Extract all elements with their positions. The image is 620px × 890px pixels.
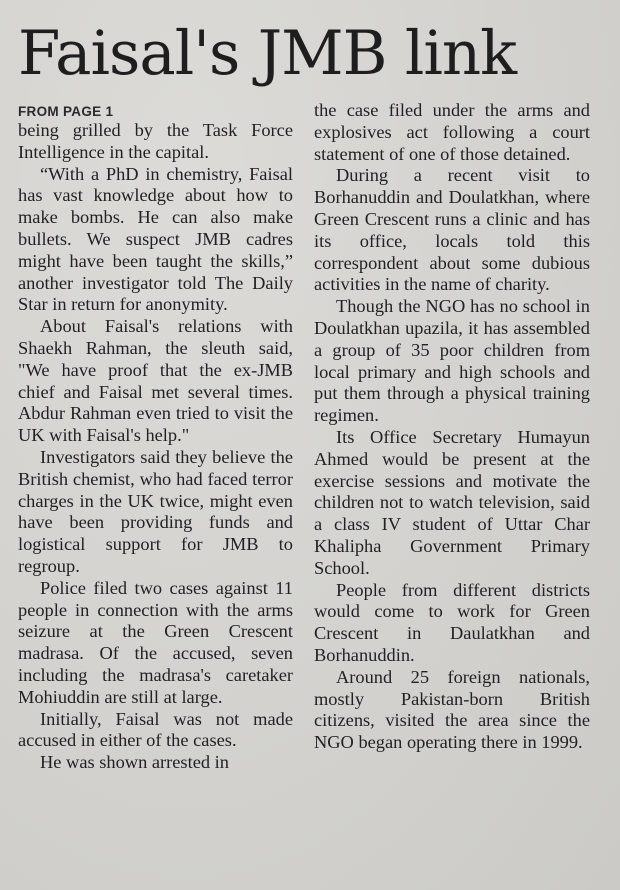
paragraph: People from different districts would come to work for Green Crescent in Daulatkhan and Borhanuddin.	[314, 579, 590, 665]
paragraph: Though the NGO has no school in Doulatkhan upazila, it has assembled a group of 35 poor children from local primary and high schools and put them through a physical training regimen.	[314, 296, 590, 426]
kicker-from-page-1: FROM PAGE 1	[18, 104, 114, 119]
headline: Faisal's JMB link	[18, 18, 517, 89]
paragraph: Investigators said they believe the British chemist, who had faced terror charges in the UK twice, might even have been providing funds and logistical support for JMB to regroup.	[18, 446, 293, 576]
paragraph: Its Office Secretary Humayun Ahmed would be present at the exercise sessions and motivate the children not to watch television, said a class IV student of Uttar Char Khalipha Government Primary School.	[314, 426, 590, 578]
paragraph: He was shown arrested in	[40, 752, 229, 773]
paragraph: Police filed two cases against 11 people in connection with the arms seizure at the Green Crescent madrasa. Of the accused, seven including the madrasa's caretaker Mohiuddin are still at large.	[18, 577, 293, 707]
paragraph: being grilled by the Task Force Intelligence in the capital.	[18, 120, 293, 162]
right-column	[314, 100, 590, 754]
left-column	[18, 104, 293, 774]
paragraph: “With a PhD in chemistry, Faisal has vast knowledge about how to make bombs. He can also make bullets. We suspect JMB cadres might have been taught the skills,” another investigator told The Daily Star in return for anonymity.	[18, 163, 293, 315]
paragraph: During a recent visit to Borhanuddin and Doulatkhan, where Green Crescent runs a clinic and has its office, locals told this correspondent about some dubious activities in the name of charity.	[314, 165, 590, 295]
paragraph: the case filed under the arms and explosives act following a court statement of one of those detained.	[314, 100, 590, 164]
paragraph: Initially, Faisal was not made accused in either of the cases.	[18, 708, 293, 751]
paragraph: About Faisal's relations with Shaekh Rahman, the sleuth said, "We have proof that the ex-JMB chief and Faisal met several times. Abdur Rahman even tried to visit the UK with Faisal's help."	[18, 316, 293, 446]
paragraph: Around 25 foreign nationals, mostly Pakistan-born British citizens, visited the area since the NGO began operating there in 1999.	[314, 666, 590, 753]
